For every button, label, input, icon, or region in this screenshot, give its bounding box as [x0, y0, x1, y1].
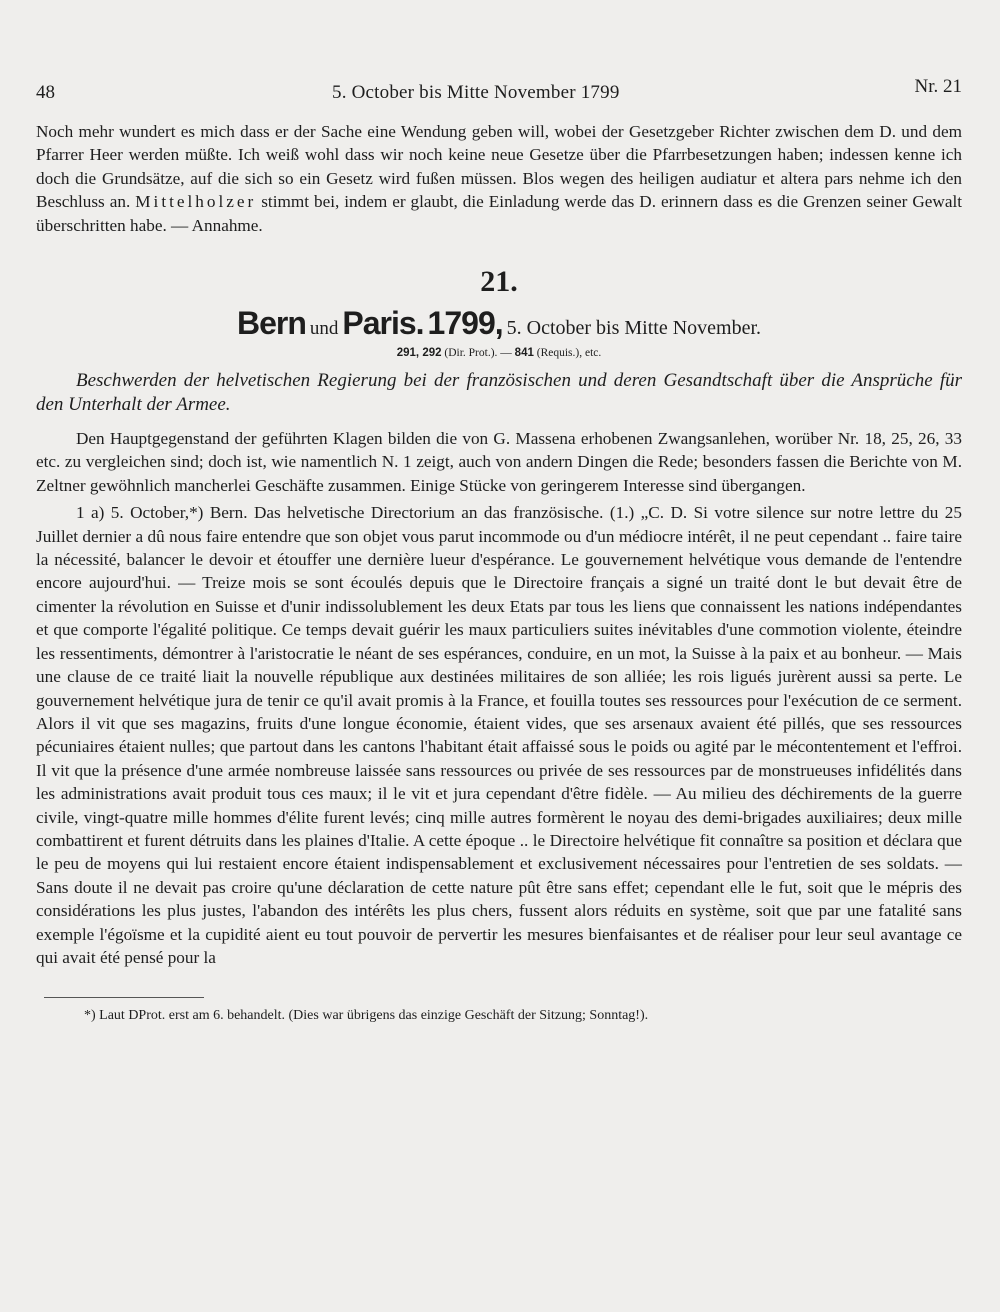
document-number: 21.: [480, 265, 518, 299]
footnote: *) Laut DProt. erst am 6. behandelt. (Dies war übrigens das einzige Geschäft der Sitzung; Sonntag!).: [84, 1008, 649, 1024]
speaker-name: Mittelholzer: [135, 192, 257, 212]
document-title: [36, 305, 962, 345]
title-place-paris: Paris.: [342, 305, 424, 342]
source-2-number: 841: [514, 347, 534, 360]
letter-heading: 1 a) 5. October,*) Bern. Das helvetische Directorium an das französische. (1.): [76, 503, 635, 523]
intro-text-continued: stimmt bei, indem er glaubt, die Einladung werde das D. erinnern dass es die Grenzen seiner Gewalt überschritten habe. — Annahme.: [36, 192, 963, 235]
letter-paragraph: [36, 501, 962, 969]
title-und: und: [309, 318, 339, 340]
page-number: 48: [36, 82, 55, 103]
source-2-label: (Requis.), etc.: [536, 347, 602, 360]
document-summary: Beschwerden der helvetischen Regierung bei der französischen und deren Gesandtschaft über die Ansprüche für den Unterhalt der Armee.: [36, 370, 962, 416]
page: [36, 70, 962, 1028]
source-references: [36, 347, 962, 365]
title-dates: 5. October bis Mitte November.: [506, 317, 762, 340]
intro-text: Noch mehr wundert es mich dass er der Sache eine Wendung geben will, wobei der Gesetzgeber Richter zwischen dem D. und dem Pfarrer Heer werden müßte. Ich weiß wohl dass wir noch keine neue Gesetze über die Pfarrbesetzungen haben; indessen kenne ich doch die Grundsätze, auf die sich so ein Gesetz wird fußen müssen. Blos wegen des heiligen audiatur et altera pars nehme ich den Beschluss an.: [36, 122, 962, 212]
title-place-bern: Bern: [236, 305, 306, 342]
intro-paragraph: [36, 120, 962, 237]
source-1-number: 291, 292: [396, 347, 442, 360]
letter-text: „C. D. Si votre silence sur notre lettre du 25 Juillet dernier a dû nous faire entendre que son objet vous parut incommode ou d'un médiocre intérêt, il ne peut cependant .. faire taire la nécessité, balancer le devoir et étouffer une dernière lueur d'espérance. Le gouvernement helvétique vous demande de l'entendre encore aujourd'hui. — Treize mois se sont écoulés depuis que le Directoire français a signé un traité dont le but devait être de cimenter la révolution en Suisse et d'unir indissolublement les deux Etats par tous les liens que connaissent les nations indépendantes et que comporte l'égalité politique. Ce temps devait guérir les maux particuliers suites inévitables d'une commotion violente, éteindre les ressentiments, démontrer à l'aristocratie le néant de ses espérances, conduire, en un mot, la Suisse à la paix et au bonheur. — Mais une clause de ce traité liait la nouvelle république aux destinées militaires de son alliée; les rois ligués jurèrent aussi sa perte. Le gouvernement helvétique jura de tenir ce qu'il avait promis à la France, et fouilla toutes ses ressources pour l'exécution de ce serment. Alors il vit que ses magazins, fruits d'une longue économie, étaient vides, que ses arsenaux avaient été pillés, que ses ressources pécuniaires étaient nulles; que partout dans les cantons l'habitant était affaissé sous le poids ou agité par le mécontentement et l'effroi. Il vit que la présence d'une armée nombreuse laissée sans ressources ou privée de ses ressources par de monstrueuses infidélités dans les administrations avait produit tous ces maux; il le vit et jura cependant d'être fidèle. — Au milieu des déchirements de la guerre civile, vingt-quatre mille hommes d'élite furent levés; cinq mille autres formèrent le noyau des demi-brigades auxiliaires; deux mille combattirent et furent détruits dans les plaines d'Italie. A cette époque .. le Directoire helvétique fit connaître sa position et déclara que le peu de moyens qui lui restaient encore étaient indispensablement et exclusivement nécessaires pour l'entretien de ses soldats. — Sans doute il ne devait pas croire qu'une déclaration de cette nature pût être sans effet; cependant elle le fut, soit que le mépris des considérations les plus justes, l'abandon des intérêts les plus chers, fussent alors réduits en système, soit que par une fatalité sans exemple l'égoïsme et la cupidité aient eu tout pouvoir de pervertir les mesures bienfaisantes et de réaliser pour leur seul avantage ce qui avait été pensé pour la: [36, 503, 962, 967]
document-reference: Nr. 21: [914, 76, 962, 97]
page-header: [36, 70, 962, 104]
running-title: 5. October bis Mitte November 1799: [332, 82, 620, 103]
source-1-label: (Dir. Prot.).: [444, 347, 498, 360]
body-paragraph-1: Den Hauptgegenstand der geführten Klagen bilden die von G. Massena erhobenen Zwangsanlehen, worüber Nr. 18, 25, 26, 33 etc. zu vergleichen sind; doch ist, wie namentlich N. 1 zeigt, auch von andern Dingen die Rede; besonders fassen die Berichte von M. Zeltner gewöhnlich mancherlei Geschäfte zusammen. Einige Stücke von geringerem Interesse sind übergangen.: [36, 429, 962, 495]
source-separator: —: [500, 347, 512, 360]
title-year: 1799,: [427, 305, 503, 342]
footnote-rule: [44, 997, 204, 998]
